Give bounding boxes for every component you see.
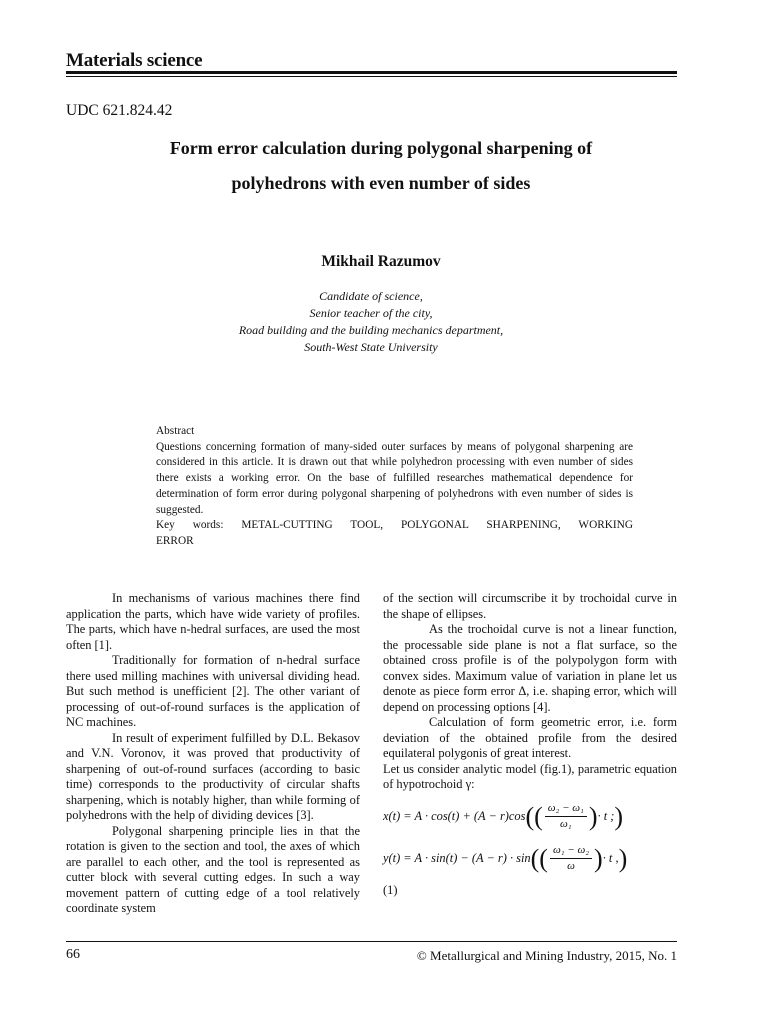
equation-x-right: · t ; (597, 808, 615, 823)
equation-x: x(t) = A · cos(t) + (A − r)cos(( $\frac{\text{ω₂ − ω₁}}{\text{ω₁}}$ )· t ;) (383, 801, 624, 831)
header-rule-thin (66, 76, 677, 77)
body-paragraph: of the section will circumscribe it by trochoidal curve in the shape of ellipses. (383, 591, 677, 621)
equation-x-left: x(t) = A · cos(t) + (A − r)cos (383, 808, 526, 823)
body-column-left (66, 591, 360, 917)
body-paragraph: In result of experiment fulfilled by D.L. Bekasov and V.N. Voronov, it was proved that productivity of sharpening of out-of-round surfaces (according to basic time) corresponds to the productivity of circular shafts sharpening, which is notably higher, than while forming of polyhedrons with the help of dividing devices [3]. (66, 730, 360, 822)
equation-y: y(t) = A · sin(t) − (A − r) · sin(( $\frac{\text{ω₁ − ω₂}}{\omega}$ )· t ,) (383, 843, 628, 873)
article-title-line-2: polyhedrons with even number of sides (231, 173, 531, 193)
affiliation-line: Candidate of science, (319, 289, 423, 303)
article-title-line-1: Form error calculation during polygonal sharpening of (169, 138, 593, 158)
udc-code: UDC 621.824.42 (66, 102, 173, 119)
affiliation-line: Road building and the building mechanics department, (238, 323, 504, 337)
affiliation-line: South-West State University (304, 340, 438, 354)
footer-rule (66, 941, 677, 942)
equation-x-fraction (545, 801, 587, 833)
abstract-text: Questions concerning formation of many-sided outer surfaces by means of polygonal sharpening are considered in this article. It is drawn out that while polyhedron processing with even number of sides there exists a working error. On the base of fulfilled researches mathematical dependence for determination of form error during polygonal sharpening of polyhedrons with even number of sides is suggested. (156, 440, 633, 516)
fraction-numerator: ω₂ − ω₁ (545, 801, 587, 818)
body-paragraph: Traditionally for formation of n-hedral surface there used milling machines with universal dividing head. But such method is unefficient [2]. The other variant of processing of out-of-round surfaces is the application of NC machines. (66, 653, 360, 729)
affiliation-line: Senior teacher of the city, (309, 306, 433, 320)
keywords-line: ERROR (156, 534, 194, 547)
author-affiliation (66, 288, 676, 356)
body-paragraph: Calculation of form geometric error, i.e. form deviation of the obtained profile from the desired equilateral polygonis of great interest. (383, 715, 677, 760)
body-column-right (383, 591, 677, 898)
page-number: 66 (66, 947, 80, 962)
fraction-denominator: ω₁ (560, 818, 572, 830)
equation-label: (1) (383, 882, 398, 897)
author-name: Mikhail Razumov (321, 253, 441, 270)
keywords-line: Key words: METAL-CUTTING TOOL, POLYGONAL SHARPENING, WORKING (156, 519, 633, 532)
body-paragraph: Polygonal sharpening principle lies in that the rotation is given to the section and tool, the axes of which are parallel to each other, and the tool is represented as cutter block with several cutting edges. In such a way movement pattern of cutting edge of a tool relatively coordinate system (66, 823, 360, 915)
journal-citation: © Metallurgical and Mining Industry, 2015, No. 1 (416, 948, 677, 963)
body-paragraph: As the trochoidal curve is not a linear function, the processable side plane is not a flat surface, so the obtained cross profile is of the polypolygon form with convex sides. Maximum value of variation in plane let us denote as piece form error Δ, i.e. shaping error, which will depend on processing options [4]. (383, 622, 677, 714)
fraction-numerator: ω₁ − ω₂ (550, 843, 592, 860)
equation-y-right: · t , (602, 850, 619, 865)
body-paragraph: In mechanisms of various machines there find application the parts, which have wide variety of profiles. The parts, which have n-hedral surfaces, are used the most often [1]. (66, 591, 360, 652)
section-heading: Materials science (66, 50, 203, 71)
fraction-denominator: ω (567, 860, 575, 872)
equation-y-left: y(t) = A · sin(t) − (A − r) · sin (383, 850, 531, 865)
abstract-block (156, 424, 633, 550)
header-rule-thick (66, 71, 677, 74)
abstract-heading: Abstract (156, 425, 195, 437)
body-paragraph: Let us consider analytic model (fig.1), parametric equation of hypotrochoid γ: (383, 761, 677, 791)
equation-y-fraction (550, 843, 592, 875)
